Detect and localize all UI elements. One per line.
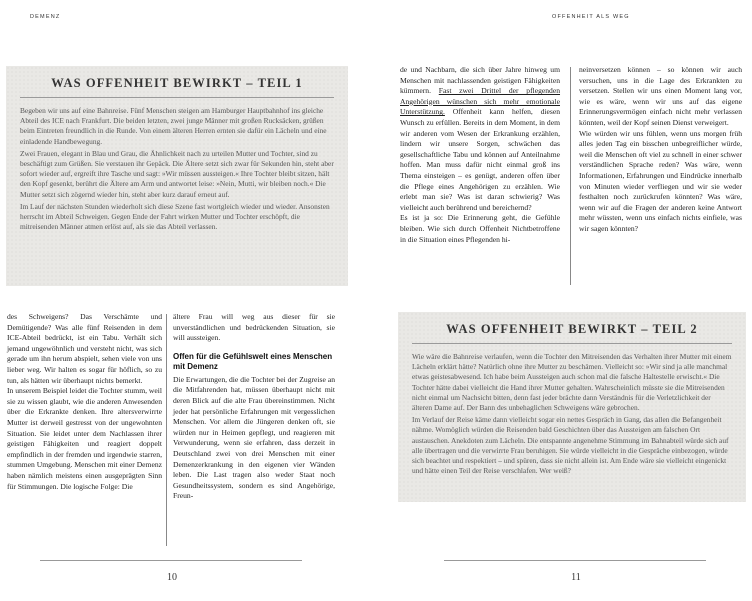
section-subheading: Offen für die Gefühlswelt eines Menschen mit Demenz — [173, 351, 333, 372]
right-page — [376, 0, 752, 601]
running-head-right: OFFENHEIT ALS WEG — [552, 14, 630, 20]
body-paragraph — [400, 65, 560, 213]
text-column-1 — [7, 312, 162, 492]
text-span: de und Nachbarn, die sich über Jahre hinweg um Menschen mit nachlassenden geistigen Fähigkeiten kümmern. — [400, 65, 560, 96]
body-paragraph: Die Erwartungen, die die Tochter bei der Zugreise an die Mitfahrenden hat, müssen überhaupt nicht mit deren Blick auf die alte Frau übereinstimmen. Nicht jeder hat persönliche Erfahrungen mit vergesslichen Menschen. Vor allem die Jüngeren denken oft, sie würden nur in Heimen gepflegt, und reagieren mit Verwunderung, wenn sie erfahren, dass derzeit in Deutschland zwei von drei Menschen mit einer Demenzerkrankung in den eigenen vier Wänden leben. Die Last tragen also weder Staat noch Gesundheitssystem, sondern es sind Angehörige, Freun- — [173, 374, 335, 501]
text-column-1 — [400, 65, 560, 245]
page-number-left: 10 — [167, 572, 177, 583]
box-paragraph: Wie wäre die Bahnreise verlaufen, wenn die Tochter den Mitreisenden das Verhalten ihrer Mutter mit einem Lächeln erklärt hätte? Natürlich ohne ihre Mutter zu beschämen. Vielleicht so: »Wir sind ja alle manchmal etwas geistesabwesend. Ich habe beim Aussteigen auch schon mal die falsche Haltestelle erwischt.« Die Tochter hätte dabei vielleicht die Hand ihrer Mutter gehalten. Wahrscheinlich müsste sie die Mitreisenden nicht einmal um Nachsicht bitten, denn fast jeder brächte dann Verständnis für die Verletzlichkeit der älteren Dame auf. Der Bann des unbehaglichen Schweigens wäre gebrochen. — [412, 352, 732, 413]
footer-rule — [444, 560, 706, 561]
body-paragraph: des Schweigens? Das Verschämte und Demütigende? Was alle fünf Reisenden in dem ICE-Abteil bedrückt, ist ein Tabu. Verhält sich jemand ungewöhnlich und versteht nicht, was sich gerade um ihn herum abspielt, sehen viele von uns lieber weg. Wir halten es sogar für höflich, so zu tun, als hätten wir überhaupt nichts bemerkt. — [7, 312, 162, 385]
underlined-emphasis: Fast zwei Drittel der pflegenden Angehörigen wünschen sich mehr emotionale Unterstützung. — [400, 86, 561, 117]
box-paragraph: Im Verlauf der Reise käme dann vielleicht sogar ein nettes Gespräch in Gang, das allen die Befangenheit nähme. Womöglich würden die Reisenden bald Geschichten über das Aussteigen am falschen Ort austauschen. Anekdoten zum Lächeln. Die entspannte angenehme Stimmung im Bahnabteil würde sich auf alle übertragen und die verwirrte Frau beruhigen. Sie würde vielleicht in die Gespräche einbezogen, würde sich beachtet und respektiert – und spüren, dass sie nicht allein ist. Am Ende wäre sie vielleicht eingenickt und hätte einen Teil der Reise verschlafen. Wer weiß? — [412, 415, 729, 476]
footer-rule — [40, 560, 302, 561]
info-box-part-2 — [398, 312, 746, 502]
box-title: WAS OFFENHEIT BEWIRKT – TEIL 1 — [51, 76, 303, 90]
body-paragraph: Es ist ja so: Die Erinnerung geht, die Gefühle bleiben. Wie sich durch Offenheit Nichtbetroffene in die Situation eines Pflegenden hi- — [400, 213, 560, 244]
box-paragraph: Im Lauf der nächsten Stunden wiederholt sich diese Szene fast wortgleich wieder und wieder. Ansonsten herrscht im Abteil Schweigen. Gegen Ende der Fahrt wirken Mutter und Tochter erschöpft, die mitreisenden Männer atmen erlöst auf, als sie das Abteil verlassen. — [20, 201, 330, 232]
body-paragraph: In unserem Beispiel leidet die Tochter stumm, weil sie zu wissen glaubt, wie die anderen Anwesenden über die Erkrankte denken. Ihre altersverwirrte Mutter ist derweil gestresst von der ungewohnten Situation. Sie leidet unter dem Nachlassen ihrer geistigen Fähigkeiten und reagiert doppelt empfindlich in der fremden und irgendwie starren, stummen Umgebung. Menschen mit einer Demenz haben nämlich meistens einen ausgeprägten Sinn für Stimmungen. Die logische Folge: Die — [7, 386, 162, 491]
box-title: WAS OFFENHEIT BEWIRKT – TEIL 2 — [446, 322, 698, 336]
box-divider — [412, 343, 732, 344]
text-span: Offenheit kann helfen, diesen Wunsch zu erfüllen. Bereits in dem Moment, in dem wir anderen vom Wesen der Erkrankung erzählen, lindern wir unsere Sorgen, schwächen das gesellschaftliche Tabu und können auf Anteilnahme hoffen. Man muss dafür nicht einmal groß ins Thema einsteigen – es genügt, anderen offen über die Pflege eines Angehörigen zu erzählen. Wie erlebt man sie? Was ist daran schwierig? Was vielleicht auch berührend und bereichernd? — [400, 107, 560, 212]
running-head-left: DEMENZ — [30, 14, 61, 20]
box-paragraph: Zwei Frauen, elegant in Blau und Grau, die Ähnlichkeit nach zu urteilen Mutter und Tochter, sind zu beschäftigt zum Grüßen. Sie verstauen ihr Gepäck. Die Ältere setzt sich zwar für Sekunden hin, steht aber sofort wieder auf, ergreift ihre Tasche und sagt: »Wir müssen aussteigen.« Ihre Tochter bleibt sitzen, hält den Kopf gesenkt, berührt die Ältere am Arm und antwortet leise: »Nein, Mutti, wir bleiben noch.« Die Mutter setzt sich zögernd wieder hin, steht aber kurz darauf erneut auf. — [20, 148, 334, 199]
body-paragraph: Wie würden wir uns fühlen, wenn uns morgen früh alles jeden Tag ein bisschen unbegreiflicher würde, weil die Menschen oft viel zu schnell in einer schwer verständlichen Sprache reden? Was wäre, wenn Informationen, Erfahrungen und Eindrücke innerhalb von Minuten wieder verfliegen und wir sie weder festhalten noch zurückrufen könnten? Was wäre, wenn wir auf die Fragen der anderen keine Antwort mehr wüssten, wenn uns einfach nichts einfiele, was wir sagen könnten? — [579, 128, 742, 233]
body-paragraph: ältere Frau will weg aus dieser für sie unverständlichen und bedrückenden Situation, sie will aussteigen. — [173, 312, 335, 343]
text-column-2 — [579, 65, 742, 235]
info-box-part-1 — [6, 66, 348, 286]
text-column-2 — [173, 312, 335, 502]
column-divider — [166, 314, 167, 546]
box-paragraph: Begeben wir uns auf eine Bahnreise. Fünf Menschen steigen am Hamburger Hauptbahnhof ins gleiche Abteil des ICE nach Frankfurt. Die beiden letzten, zwei junge Männer mit großen Rucksäcken, grüßen beim Eintreten freundlich in die Runde. Von einem älteren Herren ernten sie dafür ein Lächeln und eine einladende Handbewegung. — [20, 106, 327, 146]
body-paragraph: neinversetzen können – so können wir auch versuchen, uns in die Lage des Erkrankten zu versetzen. Stellen wir uns einen Moment lang vor, wie es wäre, wenn wir uns auf das eigene Erinnerungsvermögen einfach nicht mehr verlassen könnten, weil der Kopf seinen Dienst verweigert. — [579, 65, 742, 127]
box-divider — [20, 97, 334, 98]
column-divider — [570, 67, 571, 285]
page-number-right: 11 — [571, 572, 581, 583]
